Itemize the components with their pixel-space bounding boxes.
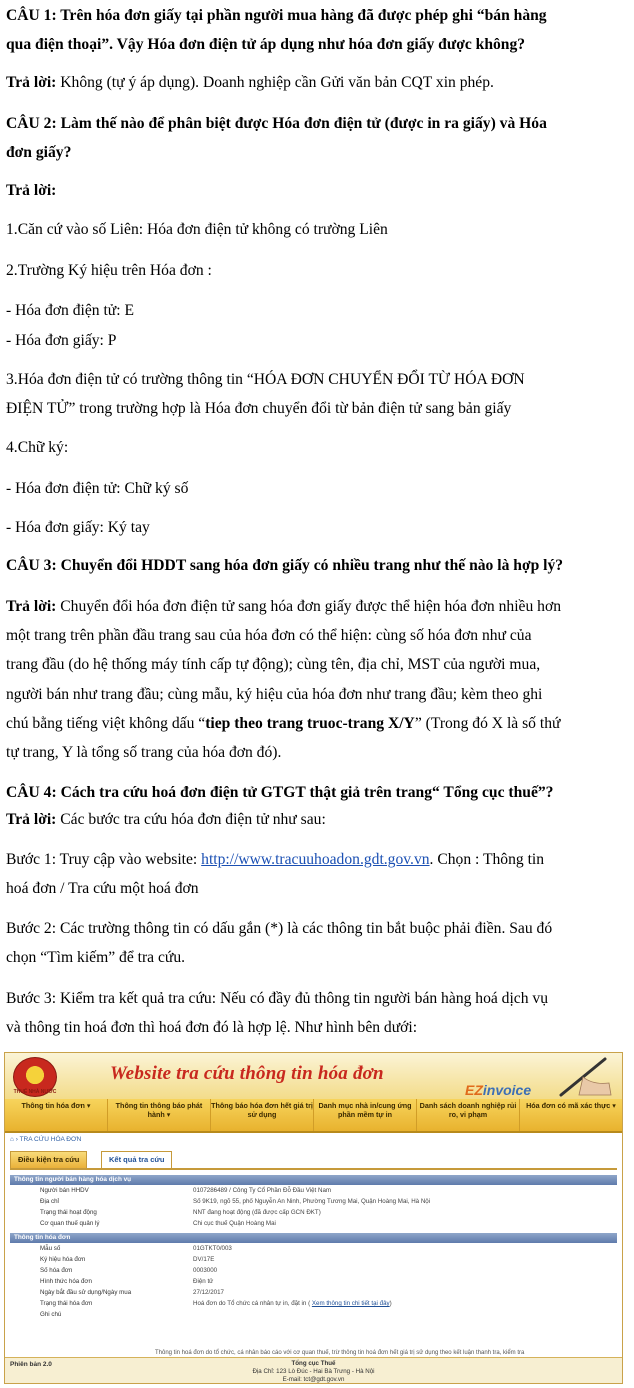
seller-row <box>10 1208 617 1219</box>
field-label: Cơ quan thuế quản lý <box>40 1220 100 1227</box>
q3-answer-line1 <box>6 592 630 621</box>
logo-invoice: invoice <box>482 1082 532 1098</box>
nav-risky-businesses[interactable]: Danh sách doanh nghiệp rủi ro, vi phạm <box>417 1099 520 1131</box>
field-label: Mẫu số <box>40 1245 61 1252</box>
seller-row <box>10 1186 617 1197</box>
q4-step1-line1 <box>6 845 630 874</box>
field-value: DV/17E <box>193 1256 215 1263</box>
invoice-lookup-screenshot <box>4 1052 623 1384</box>
q2-question-line1: CÂU 2: Làm thế nào để phân biệt được Hóa đơn điện tử (được in ra giấy) và Hóa <box>6 115 547 132</box>
seller-section-header: Thông tin người bán hàng hóa dịch vụ <box>10 1175 617 1185</box>
answer-label: Trả lời: <box>6 811 57 828</box>
q3-answer-line4: người bán như trang đầu; cùng mẫu, ký hiệu của hóa đơn như trang đầu; kèm theo ghi <box>6 686 543 703</box>
seller-row <box>10 1219 617 1230</box>
footer-title: Tổng cục Thuế <box>291 1360 336 1367</box>
nav-verified-invoices[interactable]: Hóa đơn có mã xác thực ▾ <box>526 1101 616 1110</box>
field-label: Ngày bắt đầu sử dụng/Ngày mua <box>40 1289 132 1296</box>
answer-label: Trả lời: <box>6 74 57 91</box>
site-banner <box>5 1053 622 1100</box>
q4-answer <box>6 805 630 834</box>
pen-hand-icon <box>553 1055 613 1097</box>
field-value: 0107286489 / Công Ty Cổ Phần Đỗ Đầu Việt Nam <box>193 1187 332 1194</box>
field-label: Địa chỉ <box>40 1198 59 1205</box>
q4-question: CÂU 4: Cách tra cứu hoá đơn điện tử GTGT thật giả trên trang“ Tổng cục thuế”? <box>6 784 554 801</box>
emblem-caption: THUẾ NHÀ NƯỚC <box>13 1089 57 1095</box>
footer-email: E-mail: tct@gdt.gov.vn <box>282 1376 345 1383</box>
q4-step3-line1: Bước 3: Kiểm tra kết quả tra cứu: Nếu có đầy đủ thông tin người bán hàng hoá dịch vụ <box>6 990 549 1007</box>
q1-question-line2: qua điện thoại”. Vậy Hóa đơn điện tử áp dụng như hóa đơn giấy được không? <box>6 36 526 53</box>
field-value: NNT đang hoạt động (đã được cấp GCN ĐKT) <box>193 1209 321 1216</box>
field-label: Ghi chú <box>40 1311 62 1318</box>
q2-point-2a: - Hóa đơn điện tử: E <box>6 302 134 319</box>
q3-question: CÂU 3: Chuyển đổi HDDT sang hóa đơn giấy có nhiều trang như thế nào là hợp lý? <box>6 557 564 574</box>
text: chú bằng tiếng việt không dấu “ <box>6 715 206 732</box>
q2-question-line2: đơn giấy? <box>6 144 72 161</box>
field-value: 01GTKT0/003 <box>193 1245 232 1252</box>
q4-step2-line1: Bước 2: Các trường thông tin có dấu gắn (*) là các thông tin bắt buộc phải điền. Sau đó <box>6 920 553 937</box>
q3-answer-line2: một trang trên phần đầu trang sau của hóa đơn có thể hiện: cùng số hóa đơn như của <box>6 627 532 644</box>
invoice-row <box>10 1299 617 1310</box>
ezinvoice-logo <box>465 1082 531 1098</box>
tab-bar <box>10 1151 617 1170</box>
q4-step3-line2: và thông tin hoá đơn thì hoá đơn đó là hợp lệ. Như hình bên dưới: <box>6 1019 418 1036</box>
nav-invoice-info[interactable]: Thông tin hóa đơn ▾ <box>5 1099 108 1131</box>
status-close: ) <box>389 1300 392 1307</box>
main-nav <box>5 1099 622 1133</box>
answer-text: Các bước tra cứu hóa đơn điện tử như sau: <box>56 811 326 828</box>
footer-address: Địa Chỉ: 123 Lò Đúc - Hai Bà Trưng - Hà Nội <box>252 1368 375 1375</box>
field-label: Người bán HHDV <box>40 1187 89 1194</box>
q3-answer-line3: trang đầu (do hệ thống máy tính cấp tự động); cùng tên, địa chỉ, MST của người mua, <box>6 656 541 673</box>
invoice-row <box>10 1266 617 1277</box>
q4-step1-line2: hoá đơn / Tra cứu một hoá đơn <box>6 880 199 897</box>
q2-point-4a: - Hóa đơn điện tử: Chữ ký số <box>6 480 189 497</box>
q2-point-4b: - Hóa đơn giấy: Ký tay <box>6 519 150 536</box>
lookup-website-link[interactable]: http://www.tracuuhoadon.gdt.gov.vn <box>201 851 430 868</box>
q2-point-4: 4.Chữ ký: <box>6 439 69 456</box>
banner-title: Website tra cứu thông tin hóa đơn <box>110 1063 384 1084</box>
q2-answer-label: Trả lời: <box>6 182 57 199</box>
breadcrumb[interactable]: ⌂ › TRA CỨU HÓA ĐƠN <box>10 1136 82 1143</box>
tab-search-conditions[interactable]: Điều kiện tra cứu <box>10 1151 87 1168</box>
invoice-row <box>10 1277 617 1288</box>
invoice-row <box>10 1255 617 1266</box>
text: ” (Trong đó X là số thứ <box>414 715 561 732</box>
text: . Chọn : Thông tin <box>429 851 545 868</box>
q2-point-3-line2: ĐIỆN TỬ” trong trường hợp là Hóa đơn chuyển đổi từ bản điện tử sang bản giấy <box>6 400 512 417</box>
field-value: 0003000 <box>193 1267 218 1274</box>
q2-point-2: 2.Trường Ký hiệu trên Hóa đơn : <box>6 262 212 279</box>
q4-step2-line2: chọn “Tìm kiếm” để tra cứu. <box>6 949 186 966</box>
nav-release-notice[interactable]: Thông tin thông báo phát hành ▾ <box>108 1099 211 1131</box>
emphasis-text: tiep theo trang truoc-trang X/Y <box>205 715 415 732</box>
field-value: Điện tử <box>193 1278 214 1285</box>
version-label: Phiên bản 2.0 <box>10 1361 52 1368</box>
details-link[interactable]: Xem thông tin chi tiết tại đây <box>311 1300 390 1307</box>
invoice-row <box>10 1310 617 1321</box>
q3-answer-line6: tự trang, Y là tổng số trang của hóa đơn đó). <box>6 744 282 761</box>
site-footer <box>5 1357 622 1384</box>
q2-point-3-line1: 3.Hóa đơn điện tử có trường thông tin “HÓA ĐƠN CHUYỂN ĐỔI TỪ HÓA ĐƠN <box>6 371 525 388</box>
q3-answer-line5 <box>6 709 630 738</box>
answer-text: Không (tự ý áp dụng). Doanh nghiệp cần Gửi văn bản CQT xin phép. <box>56 74 494 91</box>
field-value: Số 9K19, ngõ 55, phố Nguyễn An Ninh, Phường Tương Mai, Quận Hoàng Mai, Hà Nội <box>193 1198 431 1205</box>
answer-label: Trả lời: <box>6 598 57 615</box>
field-value: 27/12/2017 <box>193 1289 224 1296</box>
text: Bước 1: Truy cập vào website: <box>6 851 202 868</box>
field-label: Hình thức hóa đơn <box>40 1278 92 1285</box>
field-label: Trạng thái hóa đơn <box>40 1300 93 1307</box>
answer-text: Chuyển đổi hóa đơn điện tử sang hóa đơn giấy được thể hiện hóa đơn nhiều hơn <box>56 598 561 615</box>
nav-expired-invoices[interactable]: Thông báo hóa đơn hết giá trị sử dụng <box>211 1099 314 1131</box>
field-label: Số hóa đơn <box>40 1267 73 1274</box>
status-text: Hoá đơn do Tổ chức cá nhân tự in, đặt in ( <box>193 1300 311 1307</box>
q1-question-line1: CÂU 1: Trên hóa đơn giấy tại phần người mua hàng đã được phép ghi “bán hàng <box>6 7 547 24</box>
q1-answer <box>6 68 630 97</box>
field-label: Trạng thái hoạt động <box>40 1209 97 1216</box>
logo-ez: EZ <box>465 1082 483 1098</box>
q2-point-2b: - Hóa đơn giấy: P <box>6 332 117 349</box>
tab-search-results[interactable]: Kết quả tra cứu <box>101 1151 172 1168</box>
nav-printers-list[interactable]: Danh mục nhà in/cung ứng phần mềm tự in <box>314 1099 417 1131</box>
seller-row <box>10 1197 617 1208</box>
disclaimer-note: Thông tin hoá đơn do tổ chức, cá nhân báo cáo với cơ quan thuế, trừ thông tin hoá đơn hết giá trị sử dụng theo kết luận thanh tra, kiểm tra <box>155 1350 525 1356</box>
q2-point-1: 1.Căn cứ vào số Liên: Hóa đơn điện tử không có trường Liên <box>6 221 388 238</box>
field-value: Chi cục thuế Quận Hoàng Mai <box>193 1220 276 1227</box>
field-value <box>193 1299 392 1310</box>
invoice-row <box>10 1244 617 1255</box>
field-label: Ký hiệu hóa đơn <box>40 1256 86 1263</box>
invoice-section-header: Thông tin hóa đơn <box>10 1233 617 1243</box>
invoice-row <box>10 1288 617 1299</box>
